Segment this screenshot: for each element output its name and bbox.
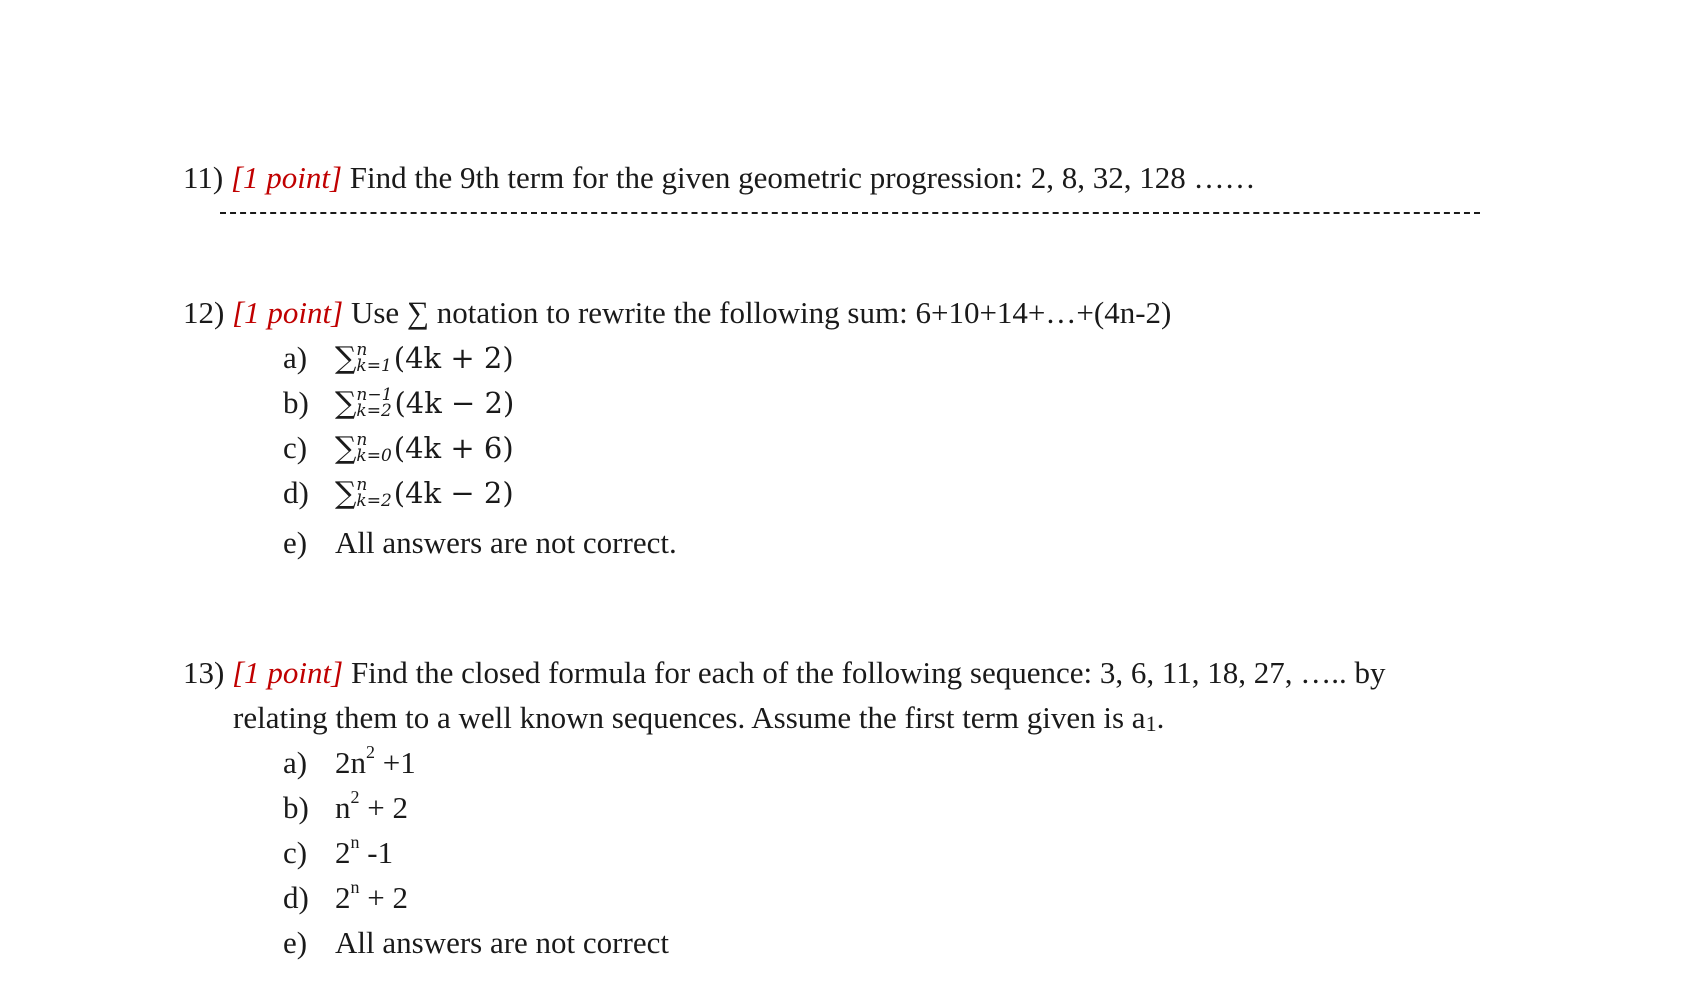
- points-label: [1 point]: [232, 295, 344, 330]
- question-text-part2: notation to rewrite the following sum: 6+10+14+…+(4n-2): [429, 295, 1172, 330]
- option-formula: ∑ n−1 k=2 (4k − 2): [335, 385, 515, 421]
- option-d: [283, 876, 408, 916]
- question-text: Find the 9th term for the given geometric progression: 2, 8, 32, 128 ……: [342, 160, 1256, 195]
- option-label: d): [283, 880, 309, 915]
- option-label: c): [283, 835, 308, 870]
- question-text-line1: Find the closed formula for each of the following sequence: 3, 6, 11, 18, 27, ….. by: [343, 655, 1386, 690]
- option-label: c): [283, 430, 308, 465]
- option-formula: ∑ n k=0 (4k + 6): [335, 430, 514, 466]
- option-formula: $2n^2 +1$: [335, 741, 416, 780]
- option-text: All answers are not correct: [335, 925, 669, 960]
- option-formula: $n^2 + 2$: [335, 786, 408, 825]
- option-label: d): [283, 475, 309, 510]
- option-e: [283, 925, 669, 961]
- option-label: b): [283, 790, 309, 825]
- option-label: e): [283, 925, 308, 960]
- option-formula: ∑ n k=2 (4k − 2): [335, 475, 514, 511]
- option-formula: 2$^n$ -1: [335, 831, 394, 870]
- option-a: [283, 741, 416, 781]
- option-label: b): [283, 385, 309, 420]
- option-b: [283, 385, 514, 421]
- option-label: e): [283, 525, 308, 560]
- points-label: [1 point]: [232, 655, 344, 690]
- option-formula: ∑ n k=1 (4k + 2): [335, 340, 514, 376]
- question-11: [183, 160, 1256, 196]
- question-number: 13): [183, 655, 225, 690]
- option-e: [283, 525, 677, 561]
- option-label: a): [283, 340, 308, 375]
- question-13: [183, 655, 1385, 691]
- option-c: [283, 430, 514, 466]
- option-label: a): [283, 745, 308, 780]
- question-12: [183, 295, 1171, 331]
- option-c: [283, 831, 394, 871]
- question-text-part1: Use: [343, 295, 407, 330]
- option-formula: $2^n + 2$: [335, 876, 408, 915]
- question-number: 11): [183, 160, 224, 195]
- question-13-continuation: relating them to a well known sequences. Assume the first term given is $a_1$.: [233, 700, 1165, 736]
- subscript: 1: [1145, 711, 1157, 736]
- points-label: [1 point]: [230, 160, 343, 195]
- question-text-line2: relating them to a well known sequences. Assume the first term given is a: [233, 700, 1146, 735]
- option-a: [283, 340, 514, 376]
- answer-line: [220, 212, 1480, 214]
- question-number: 12): [183, 295, 225, 330]
- sigma-symbol: ∑: [406, 295, 430, 330]
- option-b: [283, 786, 408, 826]
- option-d: [283, 475, 514, 511]
- option-text: All answers are not correct.: [335, 525, 677, 560]
